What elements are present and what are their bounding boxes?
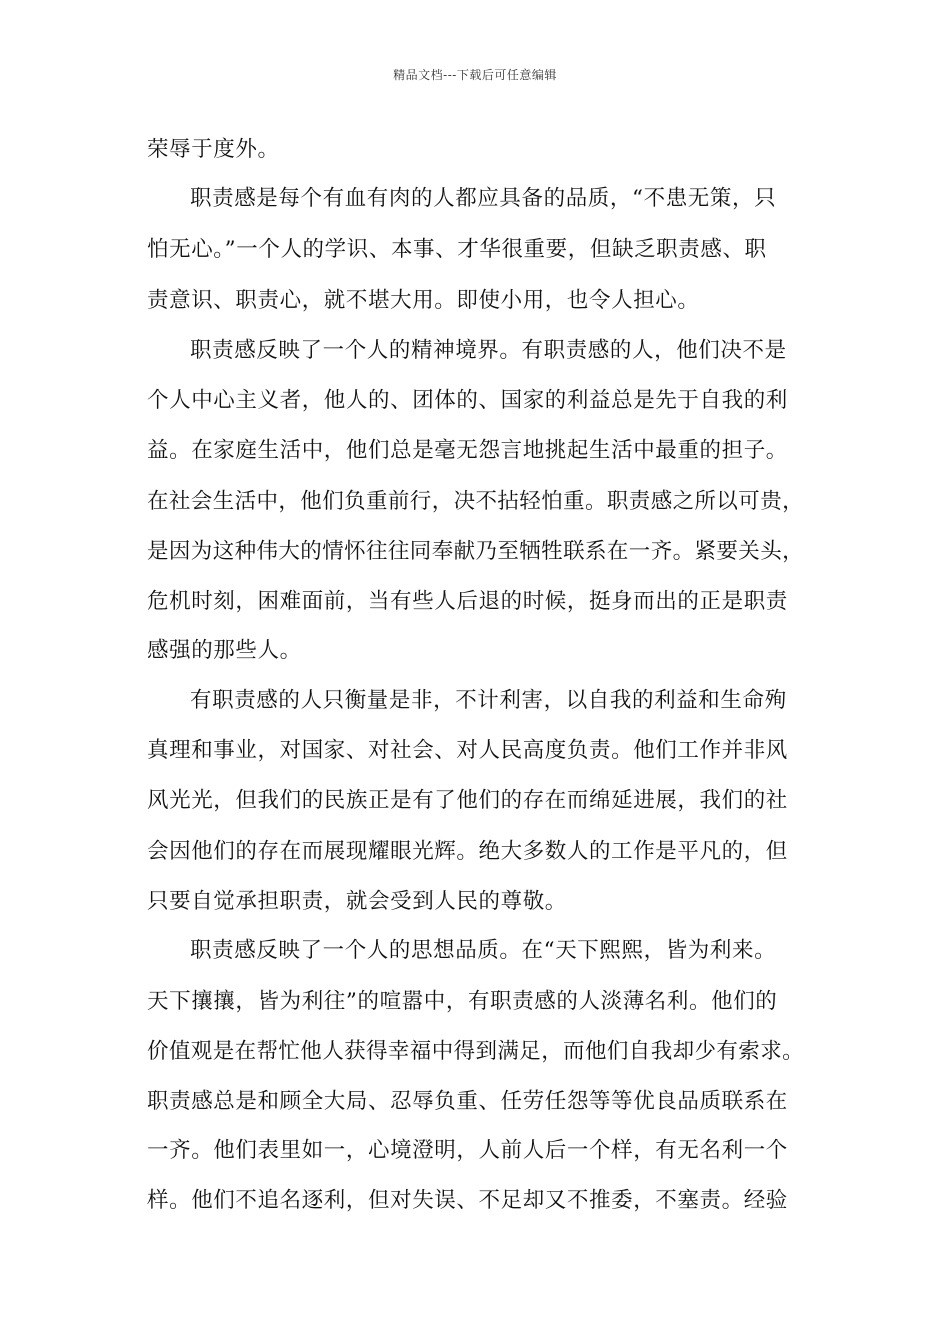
text-line: 一齐。他们表里如一，心境澄明，人前人后一个样，有无名利一个 bbox=[147, 1138, 788, 1163]
text-line: 益。在家庭生活中，他们总是毫无怨言地挑起生活中最重的担子。 bbox=[147, 438, 788, 463]
text-line: 天下攘攘，皆为利往”的喧嚣中，有职责感的人淡薄名利。他们的 bbox=[147, 989, 778, 1014]
page-header: 精品文档---下载后可任意编辑 bbox=[393, 68, 557, 82]
text-line: 会因他们的存在而展现耀眼光辉。绝大多数人的工作是平凡的，但 bbox=[147, 839, 788, 864]
paragraph-first-line: 职责感反映了一个人的思想品质。在“天下熙熙，皆为利来。 bbox=[190, 938, 777, 963]
paragraph-first-line: 职责感是每个有血有肉的人都应具备的品质，“不患无策，只 bbox=[190, 186, 777, 211]
text-line: 危机时刻，困难面前，当有些人后退的时候，挺身而出的正是职责 bbox=[147, 589, 788, 614]
text-line: 风光光，但我们的民族正是有了他们的存在而绵延进展，我们的社 bbox=[147, 788, 788, 813]
text-line: 怕无心。”一个人的学识、本事、才华很重要，但缺乏职责感、职 bbox=[147, 237, 767, 262]
text-line: 个人中心主义者，他人的、团体的、国家的利益总是先于自我的利 bbox=[147, 388, 788, 413]
text-line: 样。他们不追名逐利，但对失误、不足却又不推委，不塞责。经验 bbox=[147, 1188, 788, 1213]
text-line: 责意识、职责心，就不堪大用。即使小用，也令人担心。 bbox=[147, 288, 700, 313]
text-line: 荣辱于度外。 bbox=[147, 137, 280, 162]
text-line: 真理和事业，对国家、对社会、对人民高度负责。他们工作并非风 bbox=[147, 738, 788, 763]
text-line: 价值观是在帮忙他人获得幸福中得到满足，而他们自我却少有索求。 bbox=[147, 1039, 805, 1064]
text-line: 只要自觉承担职责，就会受到人民的尊敬。 bbox=[147, 889, 567, 914]
text-line: 是因为这种伟大的情怀往往同奉献乃至牺牲联系在一齐。紧要关头， bbox=[147, 539, 805, 564]
paragraph-first-line: 职责感反映了一个人的精神境界。有职责感的人，他们决不是 bbox=[190, 338, 787, 363]
text-line: 职责感总是和顾全大局、忍辱负重、任劳任怨等等优良品质联系在 bbox=[147, 1089, 788, 1114]
paragraph-first-line: 有职责感的人只衡量是非，不计利害，以自我的利益和生命殉 bbox=[190, 688, 787, 713]
text-line: 在社会生活中，他们负重前行，决不拈轻怕重。职责感之所以可贵， bbox=[147, 489, 805, 514]
text-line: 感强的那些人。 bbox=[147, 638, 302, 663]
